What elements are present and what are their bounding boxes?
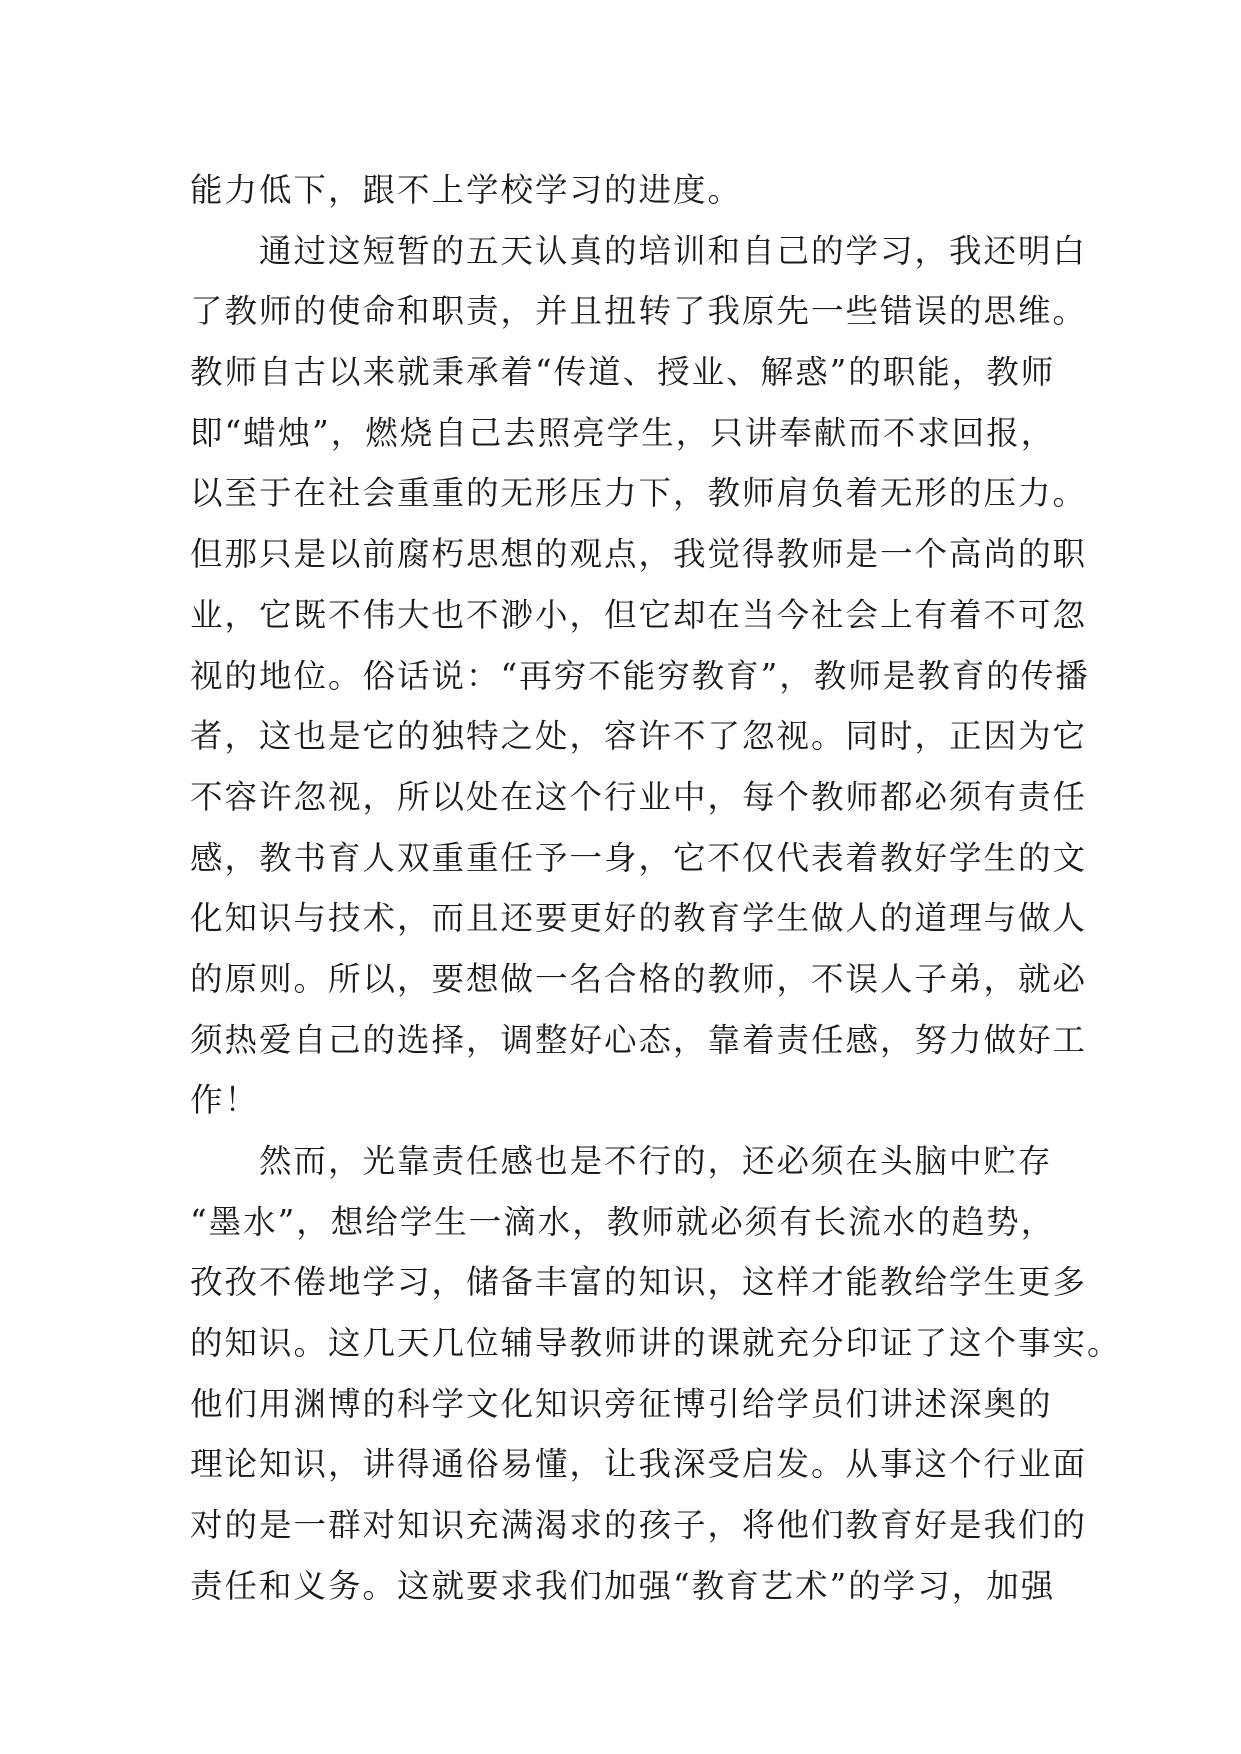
text-line: 感，教书育人双重重任予一身，它不仅代表着教好学生的文 <box>190 838 1088 877</box>
text-line: 视的地位。俗话说：“再穷不能穷教育”，教师是教育的传播 <box>190 656 1090 695</box>
text-line: 教师自古以来就秉承着“传道、授业、解惑”的职能，教师 <box>190 353 1056 392</box>
text-line: 对的是一群对知识充满渴求的孩子，将他们教育好是我们的 <box>190 1506 1088 1545</box>
body-text <box>190 160 1122 1617</box>
text-line: 但那只是以前腐朽思想的观点，我觉得教师是一个高尚的职 <box>190 535 1088 574</box>
text-line: 能力低下，跟不上学校学习的进度。 <box>190 171 743 209</box>
text-line: 业，它既不伟大也不渺小，但它却在当今社会上有着不可忽 <box>190 595 1088 634</box>
text-line: 以至于在社会重重的无形压力下，教师肩负着无形的压力。 <box>190 474 1088 513</box>
text-line: 的知识。这几天几位辅导教师讲的课就充分印证了这个事实。 <box>190 1324 1122 1363</box>
text-line: 通过这短暂的五天认真的培训和自己的学习，我还明白 <box>190 231 1088 270</box>
text-line: 者，这也是它的独特之处，容许不了忽视。同时，正因为它 <box>190 717 1088 756</box>
text-line: “墨水”，想给学生一滴水，教师就必须有长流水的趋势， <box>190 1202 1056 1241</box>
text-line: 理论知识，讲得通俗易懂，让我深受启发。从事这个行业面 <box>190 1445 1088 1484</box>
text-line: 不容许忽视，所以处在这个行业中，每个教师都必须有责任 <box>190 777 1088 816</box>
text-line: 须热爱自己的选择，调整好心态，靠着责任感，努力做好工 <box>190 1020 1088 1059</box>
text-line: 了教师的使命和职责，并且扭转了我原先一些错误的思维。 <box>190 292 1088 331</box>
text-line: 责任和义务。这就要求我们加强“教育艺术”的学习，加强 <box>190 1566 1056 1605</box>
text-line: 作！ <box>190 1081 260 1120</box>
text-line: 的原则。所以，要想做一名合格的教师，不误人子弟，就必 <box>190 959 1088 998</box>
text-line: 化知识与技术，而且还要更好的教育学生做人的道理与做人 <box>190 899 1088 938</box>
text-line: 他们用渊博的科学文化知识旁征博引给学员们讲述深奥的 <box>190 1384 1053 1423</box>
text-line: 孜孜不倦地学习，储备丰富的知识，这样才能教给学生更多 <box>190 1263 1088 1302</box>
text-line: 然而，光靠责任感也是不行的，还必须在头脑中贮存 <box>190 1142 1053 1180</box>
text-line: 即“蜡烛”，燃烧自己去照亮学生，只讲奉献而不求回报， <box>190 413 1056 452</box>
